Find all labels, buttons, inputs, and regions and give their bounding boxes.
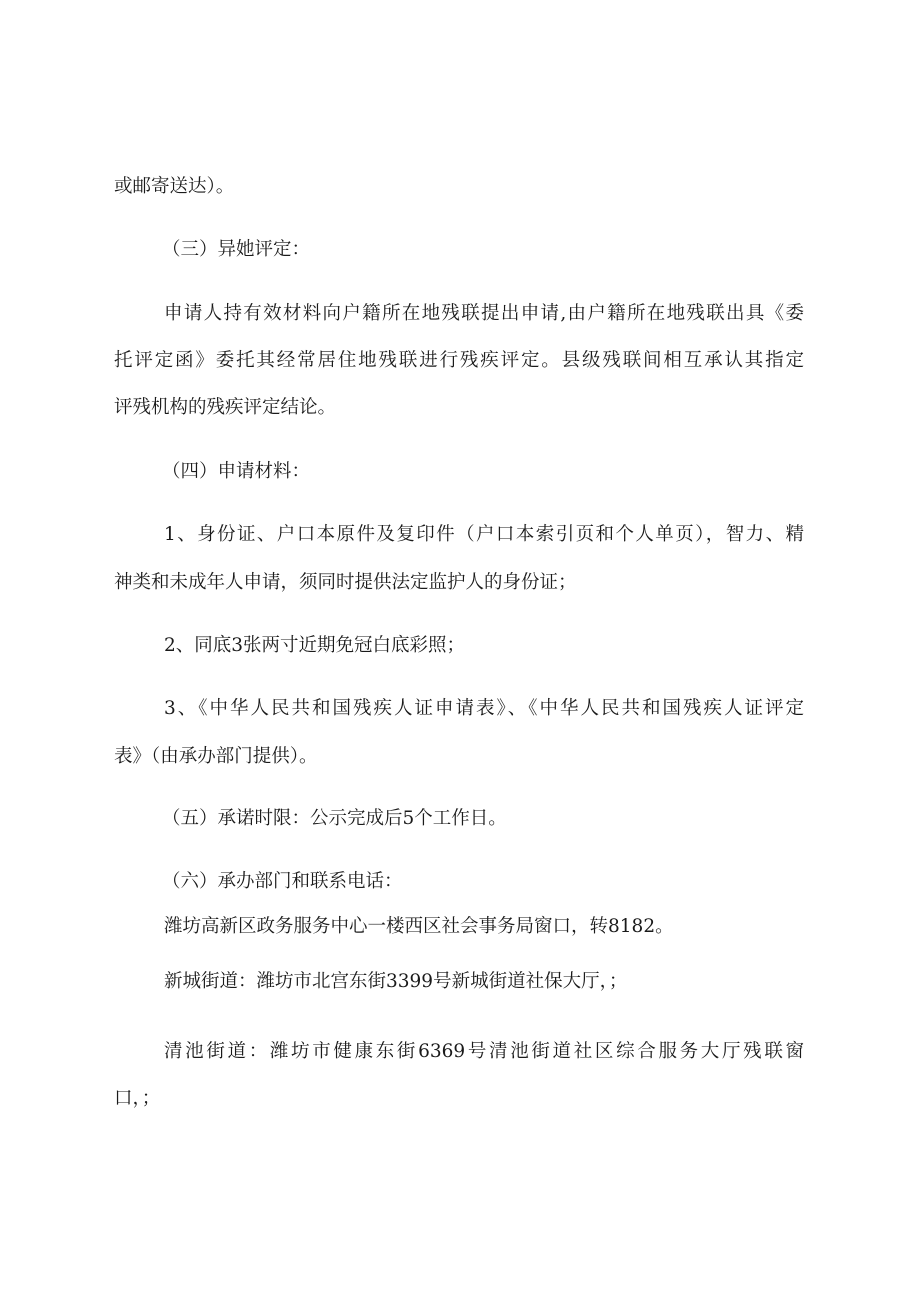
section-heading-4: （四）申请材料： xyxy=(162,461,311,482)
paragraph-line: 托评定函》委托其经常居住地残联进行残疾评定。县级残联间相互承认其指定 xyxy=(114,350,804,371)
section-heading-3: （三）异她评定： xyxy=(162,239,311,260)
text-line-continuation: 或邮寄送达）。 xyxy=(114,176,235,197)
contact-line: 清池街道：潍坊市健康东街6369号清池街道社区综合服务大厅残联窗 xyxy=(164,1041,804,1062)
contact-line: 口，； xyxy=(114,1088,161,1109)
list-item-1-line: 神类和未成年人申请，须同时提供法定监护人的身份证； xyxy=(114,572,577,593)
paragraph-line: 申请人持有效材料向户籍所在地残联提出申请,由户籍所在地残联出具《委 xyxy=(164,303,804,324)
section-heading-5: （五）承诺时限：公示完成后5个工作日。 xyxy=(162,808,507,829)
list-item-3-line: 3、《中华人民共和国残疾人证申请表》、《中华人民共和国残疾人证评定 xyxy=(164,698,804,719)
list-item-2: 2、同底3张两寸近期免冠白底彩照； xyxy=(164,635,466,656)
list-item-1-line: 1、身份证、户口本原件及复印件（户口本索引页和个人单页），智力、精 xyxy=(164,524,804,545)
paragraph-line: 评残机构的残疾评定结论。 xyxy=(114,397,337,418)
contact-line: 新城街道：潍坊市北宫东街3399号新城街道社保大厅，； xyxy=(164,971,628,992)
contact-line: 潍坊高新区政务服务中心一楼西区社会事务局窗口，转8182。 xyxy=(164,916,674,937)
section-heading-6: （六）承办部门和联系电话： xyxy=(162,871,403,892)
list-item-3-line: 表》（由承办部门提供）。 xyxy=(114,746,318,767)
